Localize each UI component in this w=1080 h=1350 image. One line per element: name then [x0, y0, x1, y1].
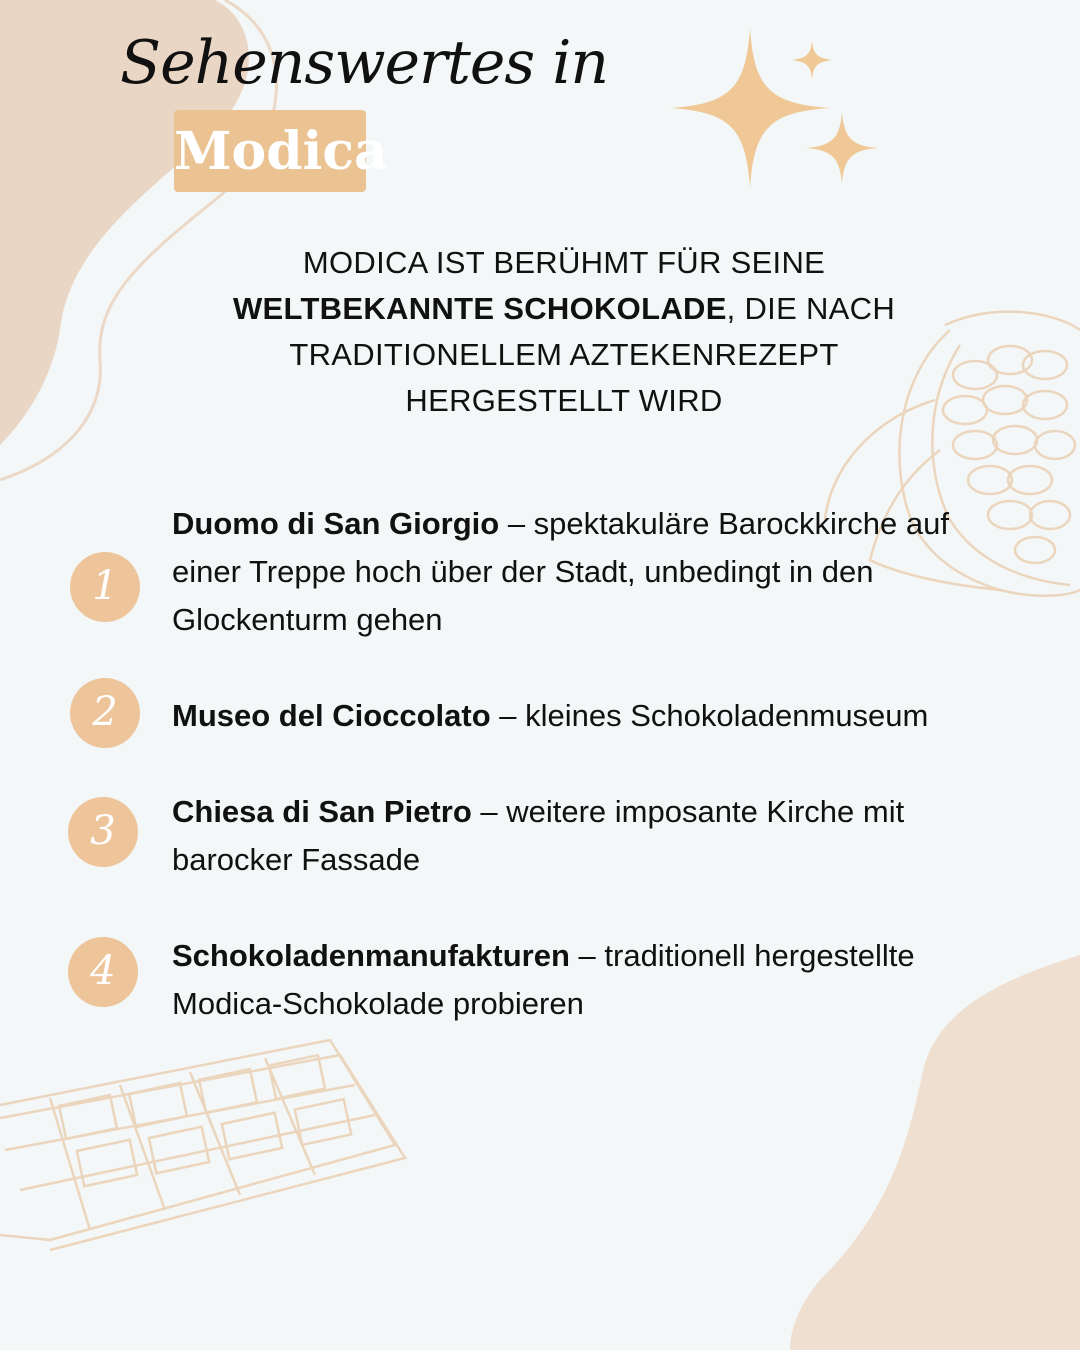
attraction-item [172, 788, 972, 884]
number-badge-3: 3 [68, 797, 138, 867]
intro-emphasis: WELTBEKANNTE SCHOKOLADE [232, 291, 727, 326]
attraction-item [172, 932, 972, 1028]
attraction-name: Duomo di San Giorgio [172, 506, 500, 541]
attraction-description: – traditionell hergestellte Modica-Schokolade probieren [172, 938, 915, 1021]
intro-part-2: , DIE NACH TRADITIONELLEM AZTEKENREZEPT HERGESTELLT WIRD [289, 291, 896, 418]
intro-part-1: MODICA IST BERÜHMT FÜR SEINE [302, 245, 826, 280]
script-heading: Sehenswertes in [120, 28, 609, 98]
sparkle-icon [670, 28, 878, 188]
attraction-name: Chiesa di San Pietro [172, 794, 472, 829]
city-title: Modica [174, 121, 388, 182]
attraction-item [172, 692, 972, 740]
attraction-name: Schokoladenmanufakturen [172, 938, 570, 973]
attraction-description: – spektakuläre Barockkirche auf einer Treppe hoch über der Stadt, unbedingt in den Glockenturm gehen [172, 506, 949, 637]
attraction-item [172, 500, 972, 644]
chocolate-bar-sketch [0, 1040, 405, 1250]
attraction-description: – kleines Schokoladenmuseum [490, 698, 929, 733]
intro-text [180, 240, 948, 424]
number-badge-1: 1 [70, 552, 140, 622]
number-badge-2: 2 [70, 678, 140, 748]
number-badge-4: 4 [68, 937, 138, 1007]
attraction-description: – weitere imposante Kirche mit barocker Fassade [172, 794, 905, 877]
attraction-name: Museo del Cioccolato [172, 698, 491, 733]
